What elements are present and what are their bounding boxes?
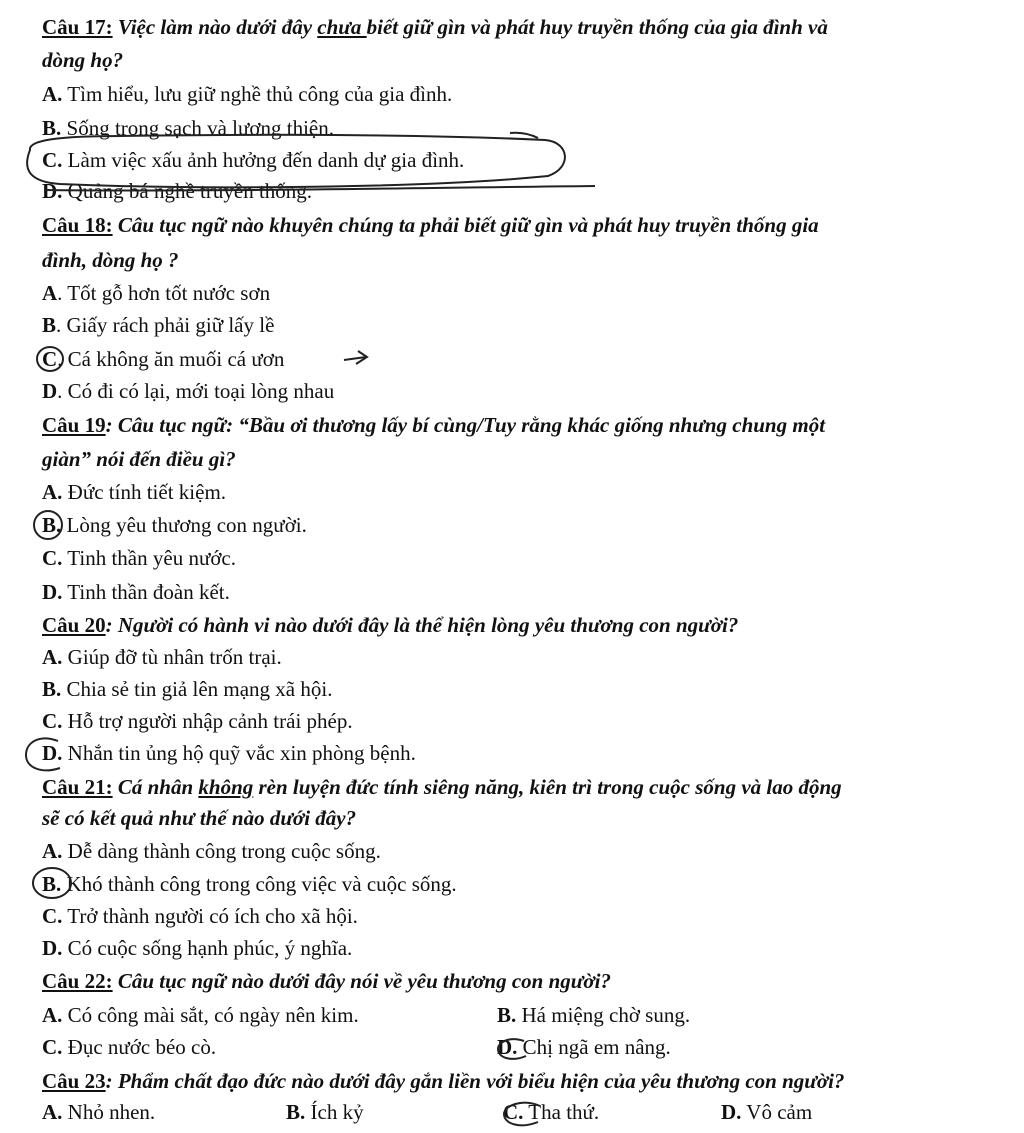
option-18b: B. Giấy rách phải giữ lấy lề xyxy=(42,313,275,337)
answer-17-tail xyxy=(510,133,538,138)
option-23c: C. Tha thứ. xyxy=(503,1100,600,1124)
question-label: Câu 19 xyxy=(42,413,106,437)
option-22a: A. Có công mài sắt, có ngày nên kim. xyxy=(42,1003,359,1027)
option-22b: B. Há miệng chờ sung. xyxy=(497,1003,691,1027)
option-20a: A. Giúp đỡ tù nhân trốn trại. xyxy=(42,645,282,669)
option-21d: D. Có cuộc sống hạnh phúc, ý nghĩa. xyxy=(42,936,353,960)
answer-18-arrow xyxy=(344,351,367,364)
option-17d: D. Quảng bá nghề truyền thống. xyxy=(42,179,313,203)
emphasis-word: không xyxy=(198,775,254,799)
question-21: Câu 21: Cá nhân không rèn luyện đức tính siêng năng, kiên trì trong cuộc sống và lao động xyxy=(42,775,842,799)
option-17c: C. Làm việc xấu ảnh hưởng đến danh dự gia đình. xyxy=(42,148,465,172)
option-21c: C. Trở thành người có ích cho xã hội. xyxy=(42,904,358,928)
question-23: Câu 23: Phẩm chất đạo đức nào dưới đây gắn liền với biểu hiện của yêu thương con người? xyxy=(42,1069,845,1093)
option-20d: D. Nhắn tin ủng hộ quỹ vắc xin phòng bệnh. xyxy=(42,741,416,765)
emphasis-word: chưa xyxy=(317,15,367,39)
question-18-line2: đình, dòng họ ? xyxy=(42,248,179,272)
option-18d: D. Có đi có lại, mới toại lòng nhau xyxy=(42,379,335,403)
question-22: Câu 22: Câu tục ngữ nào dưới đây nói về yêu thương con người? xyxy=(42,969,611,993)
question-20: Câu 20: Người có hành vi nào dưới đây là thể hiện lòng yêu thương con người? xyxy=(42,613,739,637)
option-19d: D. Tinh thần đoàn kết. xyxy=(42,580,230,604)
question-21-line2: sẽ có kết quả như thế nào dưới đây? xyxy=(42,806,357,830)
question-19-line2: giàn” nói đến điều gì? xyxy=(42,447,236,471)
option-23b: B. Ích kỷ xyxy=(286,1100,364,1124)
question-19: Câu 19: Câu tục ngữ: “Bầu ơi thương lấy bí cùng/Tuy rằng khác giống nhưng chung một xyxy=(42,413,826,437)
question-label: Câu 23 xyxy=(42,1069,106,1093)
option-17a: A. Tìm hiểu, lưu giữ nghề thủ công của gia đình. xyxy=(42,82,453,106)
option-18a: A. Tốt gỗ hơn tốt nước sơn xyxy=(42,281,271,305)
option-23a: A. Nhỏ nhen. xyxy=(42,1100,156,1124)
question-label: Câu 21: xyxy=(42,775,113,799)
option-20b: B. Chia sẻ tin giả lên mạng xã hội. xyxy=(42,677,333,701)
question-label: Câu 20 xyxy=(42,613,106,637)
question-17-line2: dòng họ? xyxy=(42,48,124,72)
question-label: Câu 17: xyxy=(42,15,113,39)
option-19c: C. Tinh thần yêu nước. xyxy=(42,546,236,570)
question-17: Câu 17: Việc làm nào dưới đây chưa biết giữ gìn và phát huy truyền thống của gia đình và xyxy=(42,15,828,39)
option-18c: C. Cá không ăn muối cá ươn xyxy=(42,347,285,371)
question-label: Câu 22: xyxy=(42,969,113,993)
option-22c: C. Đục nước béo cò. xyxy=(42,1035,217,1059)
option-21b: B. Khó thành công trong công việc và cuộc sống. xyxy=(42,872,457,896)
option-20c: C. Hỗ trợ người nhập cảnh trái phép. xyxy=(42,709,353,733)
option-17b: B. Sống trong sạch và lương thiện. xyxy=(42,116,334,140)
question-18: Câu 18: Câu tục ngữ nào khuyên chúng ta phải biết giữ gìn và phát huy truyền thống gia xyxy=(42,213,819,237)
option-22d: D. Chị ngã em nâng. xyxy=(497,1035,671,1059)
option-21a: A. Dễ dàng thành công trong cuộc sống. xyxy=(42,839,381,863)
option-23d: D. Vô cảm xyxy=(721,1100,813,1124)
question-label: Câu 18: xyxy=(42,213,113,237)
option-19a: A. Đức tính tiết kiệm. xyxy=(42,480,227,504)
option-19b: B. Lòng yêu thương con người. xyxy=(42,513,307,537)
